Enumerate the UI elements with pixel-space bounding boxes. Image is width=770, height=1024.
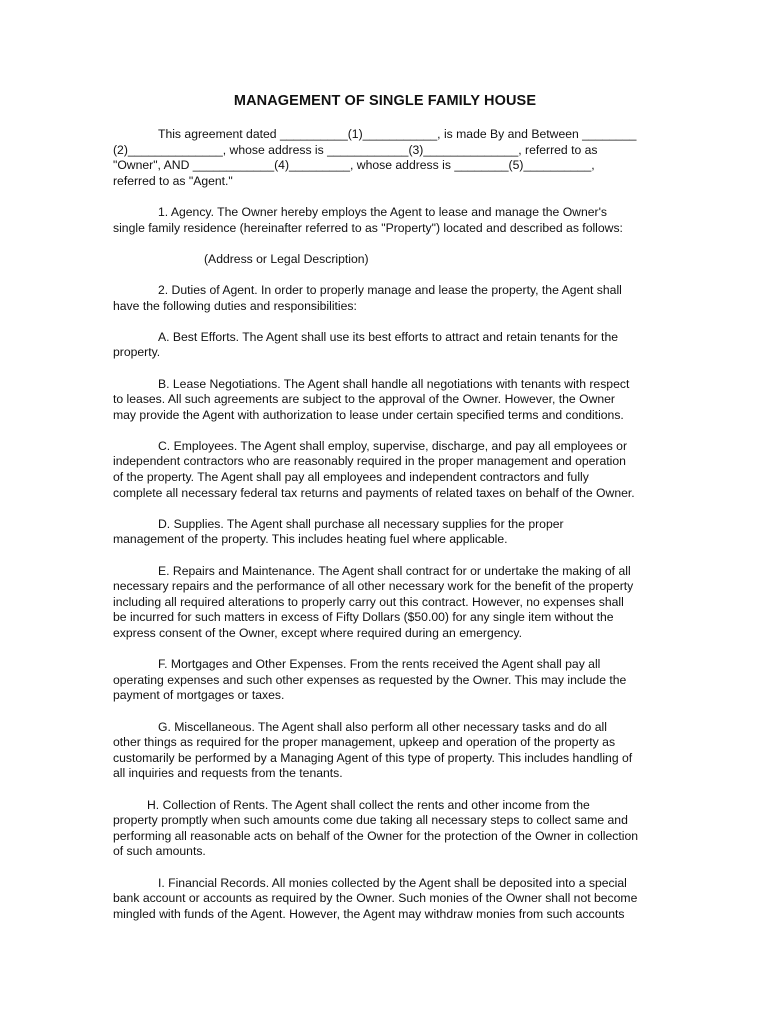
paragraph-i: I. Financial Records. All monies collected by the Agent shall be deposited into a special bank account or accounts as required by the Owner. Such monies of the Owner shall not become mingled with funds of the Agent. However, the Agent may withdraw monies from such accounts xyxy=(113,875,638,921)
paragraph-h: H. Collection of Rents. The Agent shall collect the rents and other income from the property promptly when such amounts come due taking all necessary steps to collect same and performing all reasonable acts on behalf of the Owner for the protection of the Owner in collection of such amounts. xyxy=(113,797,639,859)
paragraph-duties: 2. Duties of Agent. In order to properly manage and lease the property, the Agent shall have the following duties and responsibilities: xyxy=(113,282,622,313)
paragraph-a: A. Best Efforts. The Agent shall use its best efforts to attract and retain tenants for the property. xyxy=(113,329,618,360)
paragraph-agency: 1. Agency. The Owner hereby employs the Agent to lease and manage the Owner's single family residence (hereinafter referred to as "Property") located and described as follows: xyxy=(113,204,623,235)
paragraph-e: E. Repairs and Maintenance. The Agent shall contract for or undertake the making of all necessary repairs and the performance of all other necessary work for the benefit of the property including all required alterations to properly carry out this contract. However, no expenses shall be incurred for such matters in excess of Fifty Dollars ($50.00) for any single item without the express consent of the Owner, except where required during an emergency. xyxy=(113,563,634,640)
paragraph-intro: This agreement dated __________(1)___________, is made By and Between ________ (2)______________, whose address is ____________(3)______________, referred to as "Owner", AND ____________(4)_________, whose address is ________(5)__________, referred to as "Agent." xyxy=(113,127,637,188)
document-body xyxy=(113,127,658,938)
paragraph-b: B. Lease Negotiations. The Agent shall handle all negotiations with tenants with respect to leases. All such agreements are subject to the approval of the Owner. However, the Owner may provide the Agent with authorization to lease under certain specified terms and conditions. xyxy=(113,376,630,422)
paragraph-c: C. Employees. The Agent shall employ, supervise, discharge, and pay all employees or independent contractors who are reasonably required in the proper management and operation of the property. The Agent shall pay all employees and independent contractors and fully complete all necessary federal tax returns and payments of related taxes on behalf of the Owner. xyxy=(113,438,635,500)
paragraph-address: (Address or Legal Description) xyxy=(204,251,369,266)
paragraph-g: G. Miscellaneous. The Agent shall also perform all other necessary tasks and do all other things as required for the proper management, upkeep and operation of the property as customarily be performed by a Managing Agent of this type of property. This includes handling of all inquiries and requests from the tenants. xyxy=(113,719,633,781)
paragraph-d: D. Supplies. The Agent shall purchase all necessary supplies for the proper management of the property. This includes heating fuel where applicable. xyxy=(113,516,564,547)
document-title: MANAGEMENT OF SINGLE FAMILY HOUSE xyxy=(233,93,537,109)
paragraph-f: F. Mortgages and Other Expenses. From the rents received the Agent shall pay all operating expenses and such other expenses as requested by the Owner. This may include the payment of mortgages or taxes. xyxy=(113,657,627,703)
